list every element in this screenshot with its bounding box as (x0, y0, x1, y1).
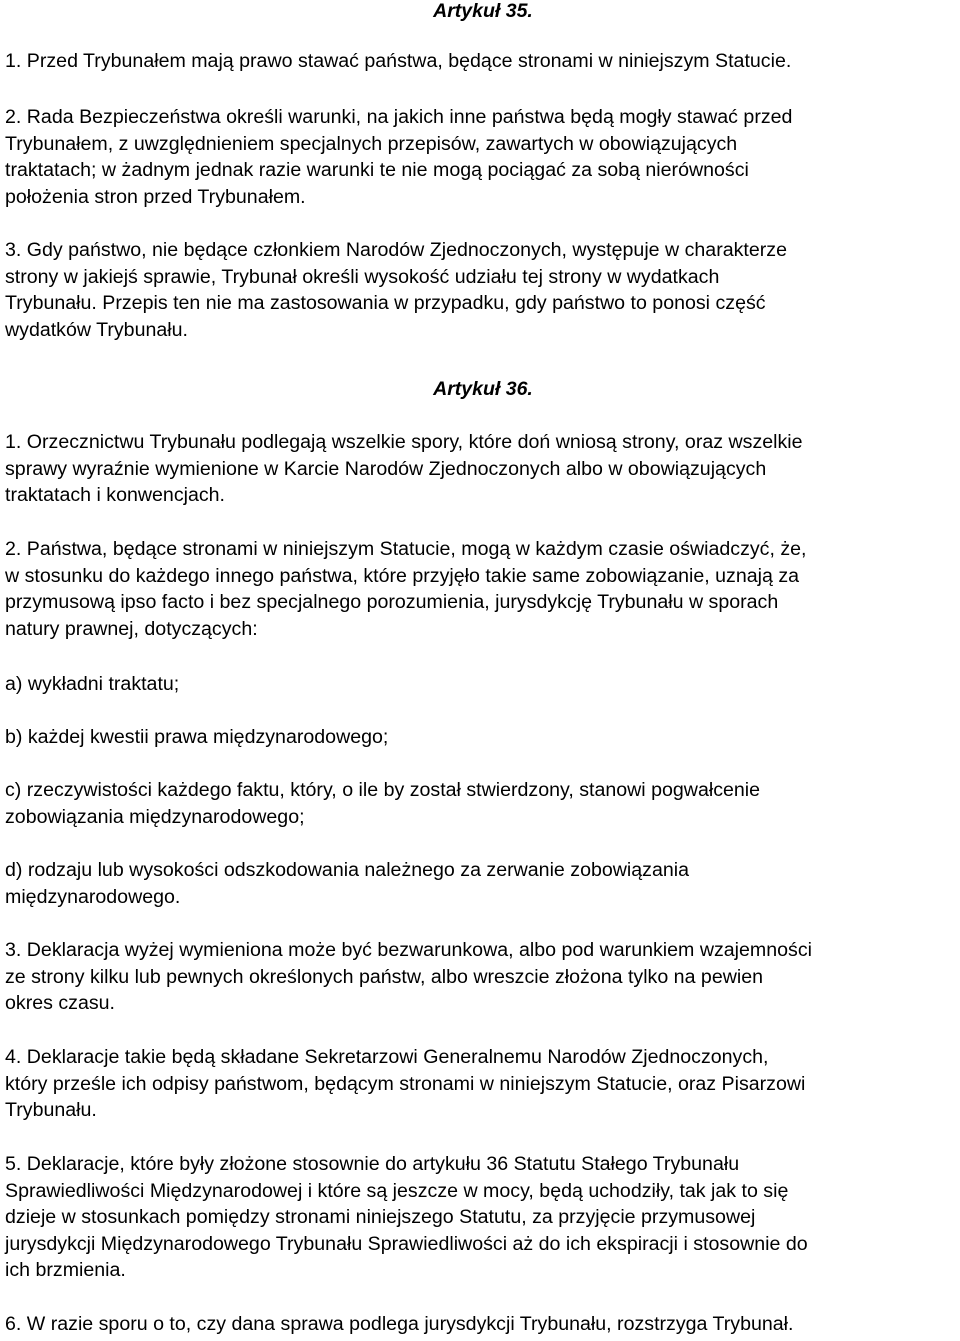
article-35-paragraph-2: 2. Rada Bezpieczeństwa określi warunki, na jakich inne państwa będą mogły stawać przed Trybunałem, z uwzględnieniem specjalnych przepisów, zawartych w obowiązujących traktatach; w żadnym jednak razie warunki te nie mogą pociągać za sobą nierówności położenia stron przed Trybunałem. (5, 106, 793, 208)
article-36-paragraph-5: 5. Deklaracje, które były złożone stosownie do artykułu 36 Statutu Stałego Trybunału Sprawiedliwości Międzynarodowej i które są jeszcze w mocy, będą uchodziły, tak jak to się dzieje w stosunkach pomiędzy stronami niniejszego Statutu, za przyjęcie przymusowej jurysdykcji Międzynarodowego Trybunału Sprawiedliwości aż do ich ekspiracji i stosownie do ich brzmienia. (5, 1153, 808, 1282)
article-36-item-c: c) rzeczywistości każdego faktu, który, o ile by został stwierdzony, stanowi pogwałcenie zobowiązania międzynarodowego; (5, 779, 761, 828)
article-35-paragraph-3: 3. Gdy państwo, nie będące członkiem Narodów Zjednoczonych, występuje w charakterze strony w jakiejś sprawie, Trybunał określi wysokość udziału tej strony w wydatkach Trybunału. Przepis ten nie ma zastosowania w przypadku, gdy państwo to ponosi część wydatków Trybunału. (5, 239, 787, 341)
article-35-paragraph-1: 1. Przed Trybunałem mają prawo stawać państwa, będące stronami w niniejszym Statucie. (5, 50, 792, 72)
article-36-paragraph-4: 4. Deklaracje takie będą składane Sekretarzowi Generalnemu Narodów Zjednoczonych, który prześle ich odpisy państwom, będącym stronami w niniejszym Statucie, oraz Pisarzowi Trybunału. (5, 1046, 806, 1122)
article-36-item-a: a) wykładni traktatu; (5, 673, 180, 695)
article-36-paragraph-2: 2. Państwa, będące stronami w niniejszym Statucie, mogą w każdym czasie oświadczyć, że, w stosunku do każdego innego państwa, które przyjęło takie same zobowiązanie, uznają za przymusową ipso facto i bez specjalnego porozumienia, jurysdykcję Trybunału w sporach natury prawnej, dotyczących: (5, 538, 807, 640)
article-36-paragraph-6: 6. W razie sporu o to, czy dana sprawa podlega jurysdykcji Trybunału, rozstrzyga Trybunał. (5, 1313, 794, 1335)
article-36-item-d: d) rodzaju lub wysokości odszkodowania należnego za zerwanie zobowiązania międzynarodowego. (5, 859, 690, 908)
article-36-paragraph-3: 3. Deklaracja wyżej wymieniona może być bezwarunkowa, albo pod warunkiem wzajemności ze strony kilku lub pewnych określonych państw, albo wreszcie złożona tylko na pewien okres czasu. (5, 939, 812, 1015)
article-36-heading: Artykuł 36. (433, 378, 533, 400)
article-36-paragraph-1: 1. Orzecznictwu Trybunału podlegają wszelkie spory, które doń wniosą strony, oraz wszelkie sprawy wyraźnie wymienione w Karcie Narodów Zjednoczonych albo w obowiązujących traktatach i konwencjach. (5, 431, 803, 507)
article-35-heading: Artykuł 35. (433, 0, 533, 22)
article-36-item-b: b) każdej kwestii prawa międzynarodowego; (5, 726, 389, 748)
